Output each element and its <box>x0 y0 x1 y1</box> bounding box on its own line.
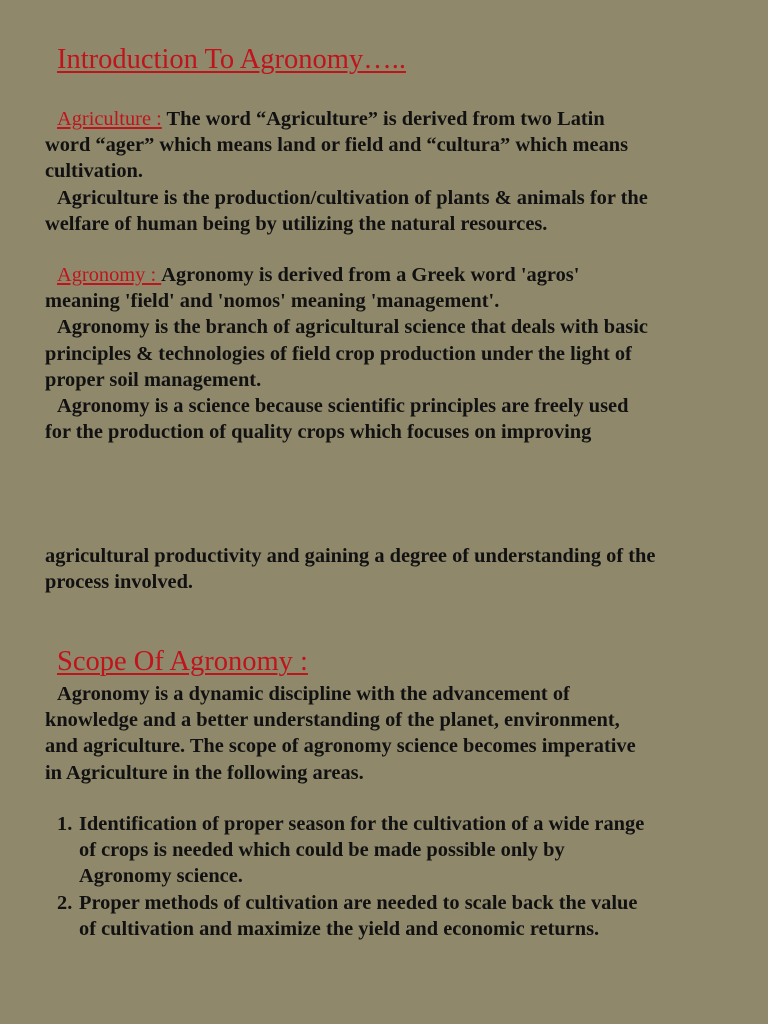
agriculture-text-4: Agriculture is the production/cultivation of plants & animals for the <box>57 186 648 209</box>
agronomy-text-1: Agronomy is derived from a Greek word 'agros' <box>161 264 580 286</box>
agriculture-label: Agriculture : <box>57 108 162 130</box>
scope-list <box>57 811 644 942</box>
agronomy-text-3: Agronomy is the branch of agricultural science that deals with basic <box>57 316 648 339</box>
list-item <box>57 811 644 890</box>
agriculture-section <box>45 106 735 237</box>
agronomy-text-9: process involved. <box>45 571 194 594</box>
list-item-number: 2. <box>57 891 73 914</box>
agronomy-text-2: meaning 'field' and 'nomos' meaning 'management'. <box>45 290 500 313</box>
list-item-line: of crops is needed which could be made possible only by <box>79 839 565 862</box>
list-item-line: of cultivation and maximize the yield and economic returns. <box>79 917 600 940</box>
agronomy-section <box>45 262 735 445</box>
agronomy-label: Agronomy : <box>57 264 162 286</box>
list-item-line: Proper methods of cultivation are needed to scale back the value <box>79 891 638 914</box>
scope-text-2: knowledge and a better understanding of the planet, environment, <box>45 709 620 732</box>
scope-section <box>45 681 735 786</box>
scope-heading: Scope Of Agronomy : <box>57 646 308 677</box>
list-item-line: Agronomy science. <box>79 865 243 888</box>
scope-text-4: in Agriculture in the following areas. <box>45 761 364 784</box>
agriculture-text-5: welfare of human being by utilizing the natural resources. <box>45 212 548 235</box>
list-item <box>57 890 644 942</box>
list-item-number: 1. <box>57 813 73 835</box>
agronomy-continuation <box>45 543 735 595</box>
agronomy-text-7: for the production of quality crops which focuses on improving <box>45 421 592 444</box>
agronomy-text-4: principles & technologies of field crop production under the light of <box>45 342 632 365</box>
agriculture-text-3: cultivation. <box>45 160 143 183</box>
scope-text-1: Agronomy is a dynamic discipline with the advancement of <box>57 683 570 705</box>
agronomy-text-5: proper soil management. <box>45 368 262 391</box>
list-item-line: Identification of proper season for the cultivation of a wide range <box>79 813 645 835</box>
agronomy-text-6: Agronomy is a science because scientific principles are freely used <box>57 395 629 418</box>
agriculture-text-1: The word “Agriculture” is derived from two Latin <box>166 108 605 130</box>
agronomy-text-8: agricultural productivity and gaining a degree of understanding of the <box>45 545 656 567</box>
agriculture-text-2: word “ager” which means land or field and “cultura” which means <box>45 134 629 157</box>
scope-text-3: and agriculture. The scope of agronomy science becomes imperative <box>45 735 636 758</box>
page-title: Introduction To Agronomy….. <box>57 44 406 75</box>
